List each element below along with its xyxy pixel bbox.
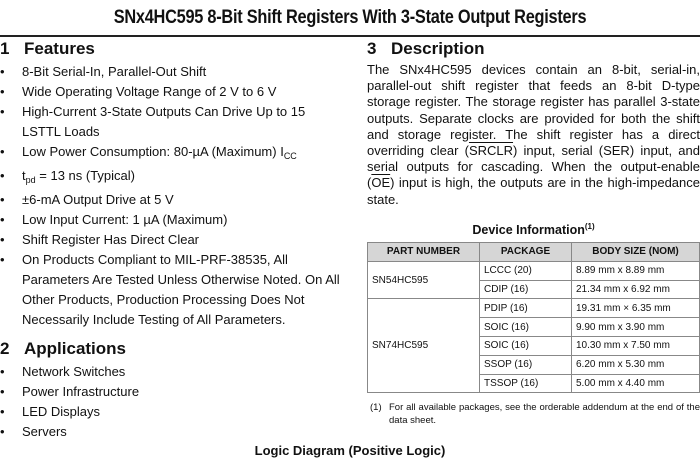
- footnote-ref: (1): [584, 221, 595, 231]
- icc-subscript: CC: [283, 151, 297, 161]
- package-cell: SOIC (16): [480, 318, 572, 337]
- col-header-size: BODY SIZE (NOM): [572, 242, 700, 261]
- package-cell: TSSOP (16): [480, 374, 572, 393]
- package-cell: PDIP (16): [480, 299, 572, 318]
- package-cell: SOIC (16): [480, 337, 572, 356]
- srclr-signal: SRCLR: [468, 143, 514, 159]
- description-text-3: ) input is high, the outputs are in the high-impedance state.: [367, 175, 700, 207]
- power-text: Low Power Consumption: 80-µA (Maximum) I: [22, 144, 284, 159]
- features-heading: [0, 38, 345, 60]
- tpd-t: t: [22, 168, 26, 183]
- part-cell: SN74HC595: [368, 299, 480, 393]
- feature-item: • Wide Operating Voltage Range of 2 V to 6 V: [0, 82, 345, 102]
- description-text-1: The SNx4HC595 devices contain an 8-bit, serial-in, parallel-out shift register that feeds an 8-bit D-type storage register. The storage register has parallel 3-state outputs. Separate clocks are provided for both the shift and storage register. The shift register has a direct overriding clear (: [367, 62, 700, 159]
- document-title: SNx4HC595 8-Bit Shift Registers With 3-State Output Registers: [113, 7, 587, 28]
- applications-number: 2: [0, 339, 10, 358]
- application-item: • Network Switches: [0, 362, 345, 382]
- tpd-subscript: pd: [25, 175, 36, 185]
- left-column: [0, 38, 345, 442]
- description-heading: [367, 38, 700, 60]
- size-cell: 10.30 mm x 7.50 mm: [572, 337, 700, 356]
- description-paragraph: [367, 62, 700, 208]
- right-column: [367, 38, 700, 427]
- size-cell: 9.90 mm x 3.90 mm: [572, 318, 700, 337]
- features-title: Features: [24, 39, 95, 58]
- package-cell: SSOP (16): [480, 355, 572, 374]
- document-header: [0, 0, 700, 37]
- feature-item: • ±6-mA Output Drive at 5 V: [0, 190, 345, 210]
- package-cell: CDIP (16): [480, 280, 572, 299]
- application-item: • Servers: [0, 422, 345, 442]
- device-table-title: [367, 222, 700, 240]
- feature-item: • On Products Compliant to MIL-PRF-38535, All Parameters Are Tested Unless Otherwise Noted. On All Other Products, Production Processing Does Not Necessarily Include Testing of All Parameters.: [0, 250, 345, 330]
- size-cell: 21.34 mm x 6.92 mm: [572, 280, 700, 299]
- applications-heading: [0, 338, 345, 360]
- application-item: • Power Infrastructure: [0, 382, 345, 402]
- col-header-package: PACKAGE: [480, 242, 572, 261]
- size-cell: 5.00 mm x 4.40 mm: [572, 374, 700, 393]
- description-title: Description: [391, 39, 485, 58]
- feature-item: • Shift Register Has Direct Clear: [0, 230, 345, 250]
- device-table-title-text: Device Information: [472, 222, 585, 237]
- applications-list: [0, 362, 345, 442]
- size-cell: 6.20 mm x 5.30 mm: [572, 355, 700, 374]
- size-cell: 19.31 mm × 6.35 mm: [572, 299, 700, 318]
- feature-item-tpd: [0, 166, 345, 190]
- col-header-part: PART NUMBER: [368, 242, 480, 261]
- application-item: • LED Displays: [0, 402, 345, 422]
- feature-item: • 8-Bit Serial-In, Parallel-Out Shift: [0, 62, 345, 82]
- footnote-mark: (1): [370, 402, 382, 414]
- features-list: [0, 62, 345, 330]
- feature-item: • Low Input Current: 1 µA (Maximum): [0, 210, 345, 230]
- feature-item-power: [0, 142, 345, 166]
- table-footnote: [367, 401, 700, 427]
- table-row: [368, 261, 700, 280]
- logic-diagram-heading: Logic Diagram (Positive Logic): [254, 443, 446, 458]
- part-cell: SN54HC595: [368, 261, 480, 299]
- table-row: [368, 299, 700, 318]
- table-header-row: [368, 242, 700, 261]
- package-cell: LCCC (20): [480, 261, 572, 280]
- description-number: 3: [367, 39, 377, 58]
- size-cell: 8.89 mm x 8.89 mm: [572, 261, 700, 280]
- applications-title: Applications: [24, 339, 127, 358]
- oe-signal: $\overline{OE}$: [371, 175, 391, 191]
- footnote-text: For all available packages, see the orderable addendum at the end of the data sheet.: [389, 402, 700, 427]
- device-info-table: [367, 242, 700, 394]
- description-text-2: ) input, serial (SER) input, and serial outputs for cascading. When the output-enable (: [367, 143, 700, 191]
- features-number: 1: [0, 39, 10, 58]
- tpd-text: = 13 ns (Typical): [39, 168, 136, 183]
- feature-item: • High-Current 3-State Outputs Can Drive Up to 15 LSTTL Loads: [0, 102, 345, 142]
